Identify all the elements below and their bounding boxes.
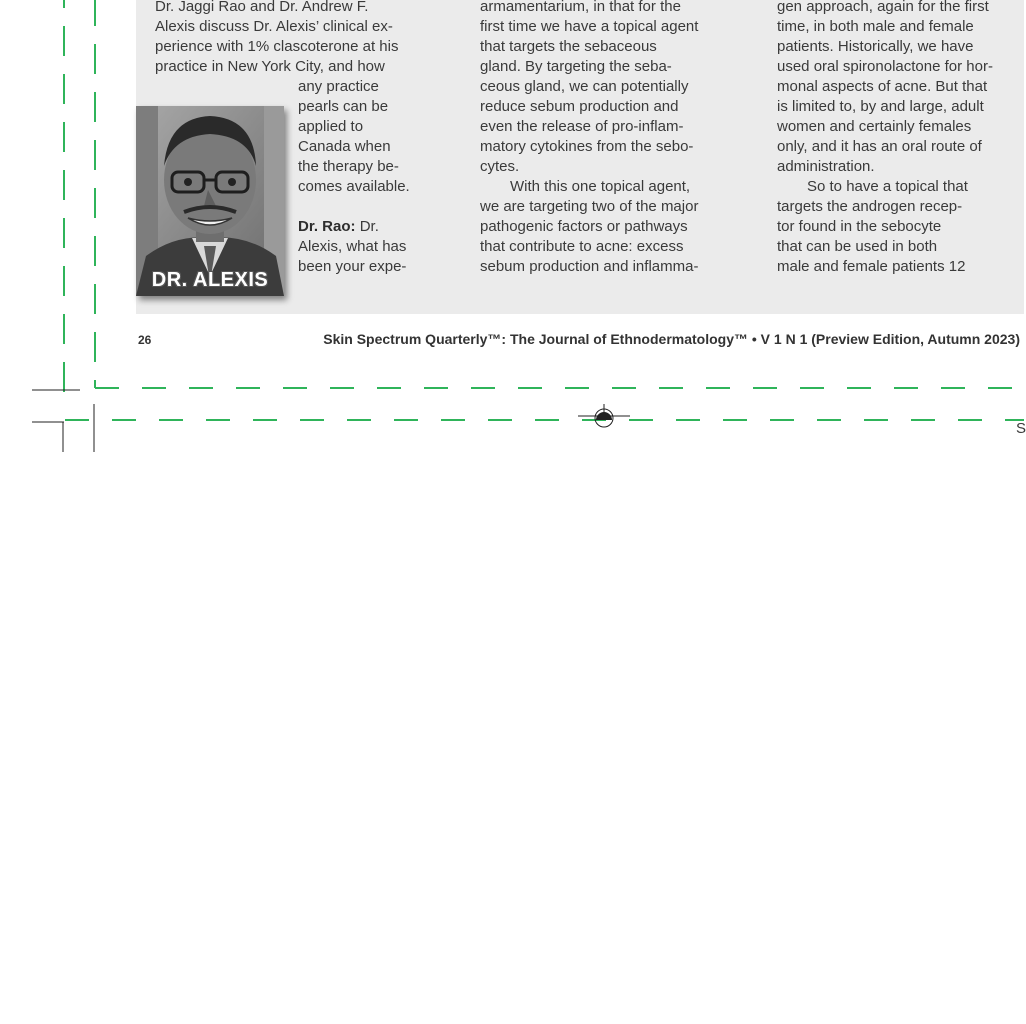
- text-line: patients. Historically, we have: [777, 38, 974, 55]
- text-line: matory cytokines from the sebo-: [480, 138, 694, 155]
- text-line: pearls can be: [298, 98, 389, 115]
- text-line: is limited to, by and large, adult: [777, 98, 984, 115]
- text-line: gland. By targeting the seba-: [480, 58, 672, 75]
- page-number: 26: [138, 333, 152, 347]
- text-fragment: Dr.: [359, 218, 379, 235]
- text-line: applied to: [298, 118, 364, 135]
- text-line: male and female patients 12: [777, 258, 966, 275]
- crop-marks: [0, 0, 1024, 460]
- text-line: that contribute to acne: excess: [480, 238, 684, 255]
- text-line: any practice: [298, 78, 379, 95]
- text-line: only, and it has an oral route of: [777, 138, 982, 155]
- text-line: With this one topical agent,: [510, 178, 691, 195]
- text-line: comes available.: [298, 178, 410, 195]
- text-line: sebum production and inflamma-: [480, 258, 699, 275]
- photo-caption: DR. ALEXIS: [151, 269, 269, 291]
- text-line: targets the androgen recep-: [777, 198, 963, 215]
- text-line: reduce sebum production and: [480, 98, 679, 115]
- text-line: monal aspects of acne. But that: [777, 78, 988, 95]
- journal-footer: Skin Spectrum Quarterly™: The Journal of Ethnodermatology™ • V 1 N 1 (Preview Edition, Autumn 2023): [323, 331, 1020, 347]
- text-line: armamentarium, in that for the: [480, 0, 681, 15]
- text-line: gen approach, again for the first: [777, 0, 989, 15]
- text-line: practice in New York City, and how: [155, 58, 385, 75]
- text-line: that targets the sebaceous: [480, 38, 657, 55]
- text-line: time, in both male and female: [777, 18, 974, 35]
- text-line: pathogenic factors or pathways: [480, 218, 688, 235]
- text-line: Alexis, what has: [298, 238, 407, 255]
- text-line: the therapy be-: [298, 158, 399, 175]
- text-line: Canada when: [298, 138, 391, 155]
- text-line: used oral spironolactone for hor-: [777, 58, 993, 75]
- text-line: we are targeting two of the major: [480, 198, 699, 215]
- text-line: perience with 1% clascoterone at his: [155, 38, 399, 55]
- text-line: that can be used in both: [777, 238, 938, 255]
- text-line: even the release of pro-inflam-: [480, 118, 684, 135]
- text-line: ceous gland, we can potentially: [480, 78, 689, 95]
- registration-mark-icon: [578, 404, 630, 427]
- text-line: first time we have a topical agent: [480, 18, 699, 35]
- speaker-name: Dr. Rao:: [298, 218, 356, 235]
- text-line: So to have a topical that: [807, 178, 968, 195]
- text-line: administration.: [777, 158, 875, 175]
- text-line: been your expe-: [298, 258, 407, 275]
- edge-letter: S: [1016, 420, 1026, 437]
- text-line: tor found in the sebocyte: [777, 218, 942, 235]
- text-line: women and certainly females: [777, 118, 972, 135]
- text-line: Alexis discuss Dr. Alexis’ clinical ex-: [155, 18, 393, 35]
- text-line: Dr. Jaggi Rao and Dr. Andrew F.: [155, 0, 369, 15]
- text-line: cytes.: [480, 158, 520, 175]
